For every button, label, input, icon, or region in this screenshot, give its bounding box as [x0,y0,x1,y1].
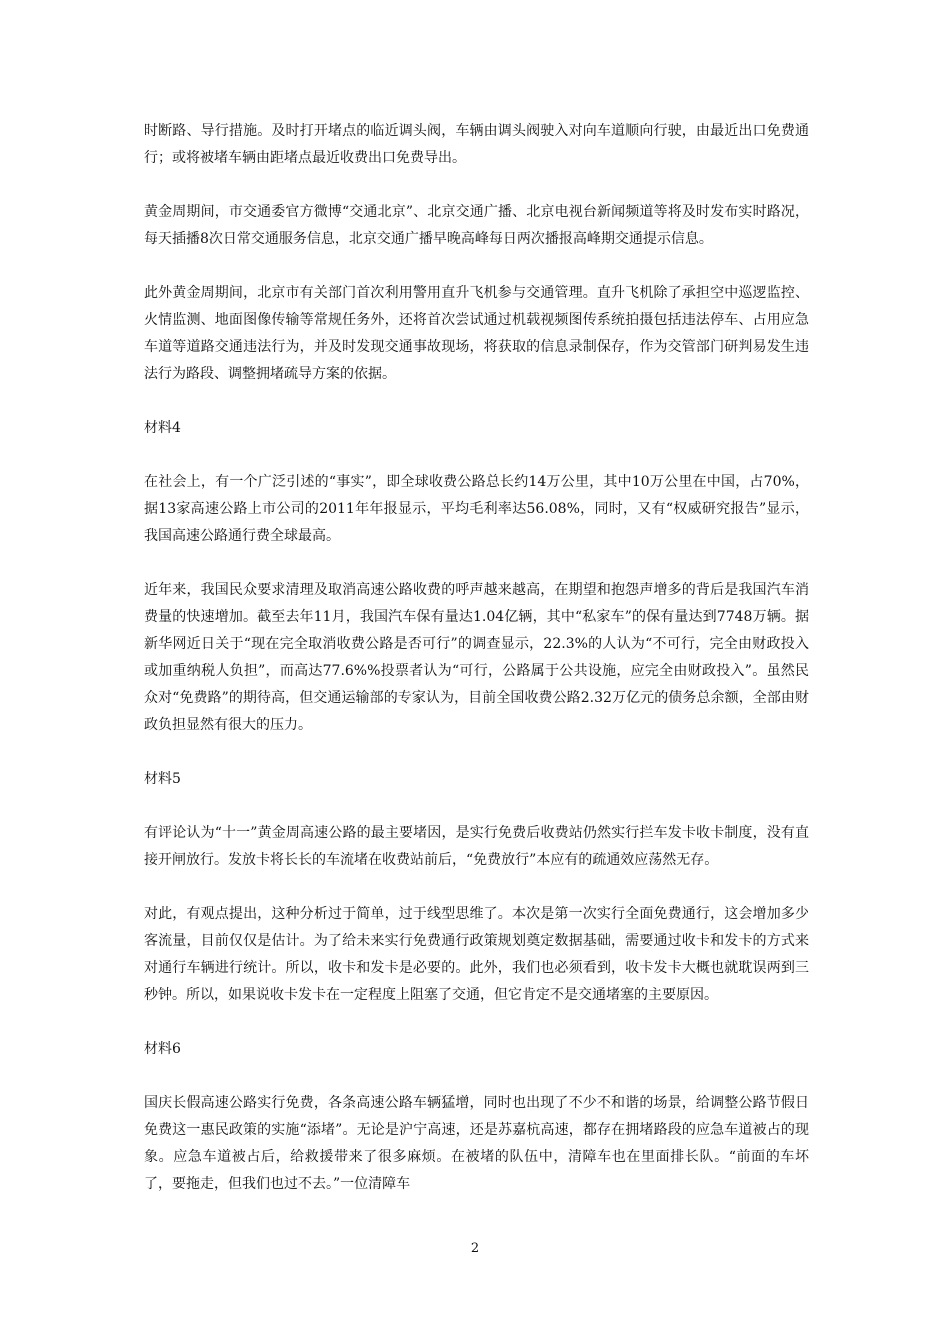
paragraph-public-opinion-survey: 近年来，我国民众要求清理及取消高速公路收费的呼声越来越高，在期望和抱怨声增多的背后是我国汽车消费量的快速增加。截至去年11月，我国汽车保有量达1.04亿辆，其中“私家车”的保有量达到7748万辆。据新华网近日关于“现在完全取消收费公路是否可行”的调查显示，22.3%的人认为“不可行，完全由财政投入或加重纳税人负担”，而高达77.6%%投票者认为“可行，公路属于公共设施，应完全由财政投入”。虽然民众对“免费路”的期待高，但交通运输部的专家认为，目前全国收费公路2.32万亿元的债务总余额，全部由财政负担显然有很大的压力。 [144,582,809,733]
page-number: 2 [470,1241,480,1256]
paragraph-police-helicopter: 此外黄金周期间，北京市有关部门首次利用警用直升飞机参与交通管理。直升飞机除了承担空中巡逻监控、火情监测、地面图像传输等常规任务外，还将首次尝试通过机载视频图传系统拍摄包括违法停车、占用应急车道等道路交通违法行为，并及时发现交通事故现场，将获取的信息录制保存，作为交管部门研判易发生违法行为路段、调整拥堵疏导方案的依据。 [144,285,809,382]
section-heading-material-6: 材料6 [144,1041,181,1057]
paragraph-toll-card-defense: 对此，有观点提出，这种分析过于简单，过于线型思维了。本次是第一次实行全面免费通行，这会增加多少客流量，目前仅仅是估计。为了给未来实行免费通行政策规划奠定数据基础，需要通过收卡和发卡的方式来对通行车辆进行统计。所以，收卡和发卡是必要的。此外，我们也必须看到，收卡发卡大概也就耽误两到三秒钟。所以，如果说收卡发卡在一定程度上阻塞了交通，但它肯定不是交通堵塞的主要原因。 [144,906,809,1003]
section-heading-material-5: 材料5 [144,771,181,787]
paragraph-toll-road-facts: 在社会上，有一个广泛引述的“事实”，即全球收费公路总长约14万公里，其中10万公里在中国，占70%，据13家高速公路上市公司的2011年年报显示，平均毛利率达56.08%，同时，又有“权威研究报告”显示，我国高速公路通行费全球最高。 [144,474,809,544]
paragraph-toll-card-criticism: 有评论认为“十一”黄金周高速公路的最主要堵因，是实行免费后收费站仍然实行拦车发卡收卡制度，没有直接开闸放行。发放卡将长长的车流堵在收费站前后，“免费放行”本应有的疏通效应荡然无存。 [144,825,809,868]
paragraph-emergency-lane-occupation: 国庆长假高速公路实行免费，各条高速公路车辆猛增，同时也出现了不少不和谐的场景，给调整公路节假日免费这一惠民政策的实施“添堵”。无论是沪宁高速，还是苏嘉杭高速，都存在拥堵路段的应急车道被占的现象。应急车道被占后，给救援带来了很多麻烦。在被堵的队伍中，清障车也在里面排长队。“前面的车坏了，要拖走，但我们也过不去。”一位清障车 [144,1095,809,1192]
paragraph-road-closure-measures: 时断路、导行措施。及时打开堵点的临近调头阀，车辆由调头阀驶入对向车道顺向行驶，由最近出口免费通行；或将被堵车辆由距堵点最近收费出口免费导出。 [144,123,809,166]
section-heading-material-4: 材料4 [144,420,181,436]
paragraph-traffic-information-broadcast: 黄金周期间，市交通委官方微博“交通北京”、北京交通广播、北京电视台新闻频道等将及时发布实时路况，每天插播8次日常交通服务信息，北京交通广播早晚高峰每日两次播报高峰期交通提示信息。 [144,204,809,247]
document-body [144,118,809,1198]
